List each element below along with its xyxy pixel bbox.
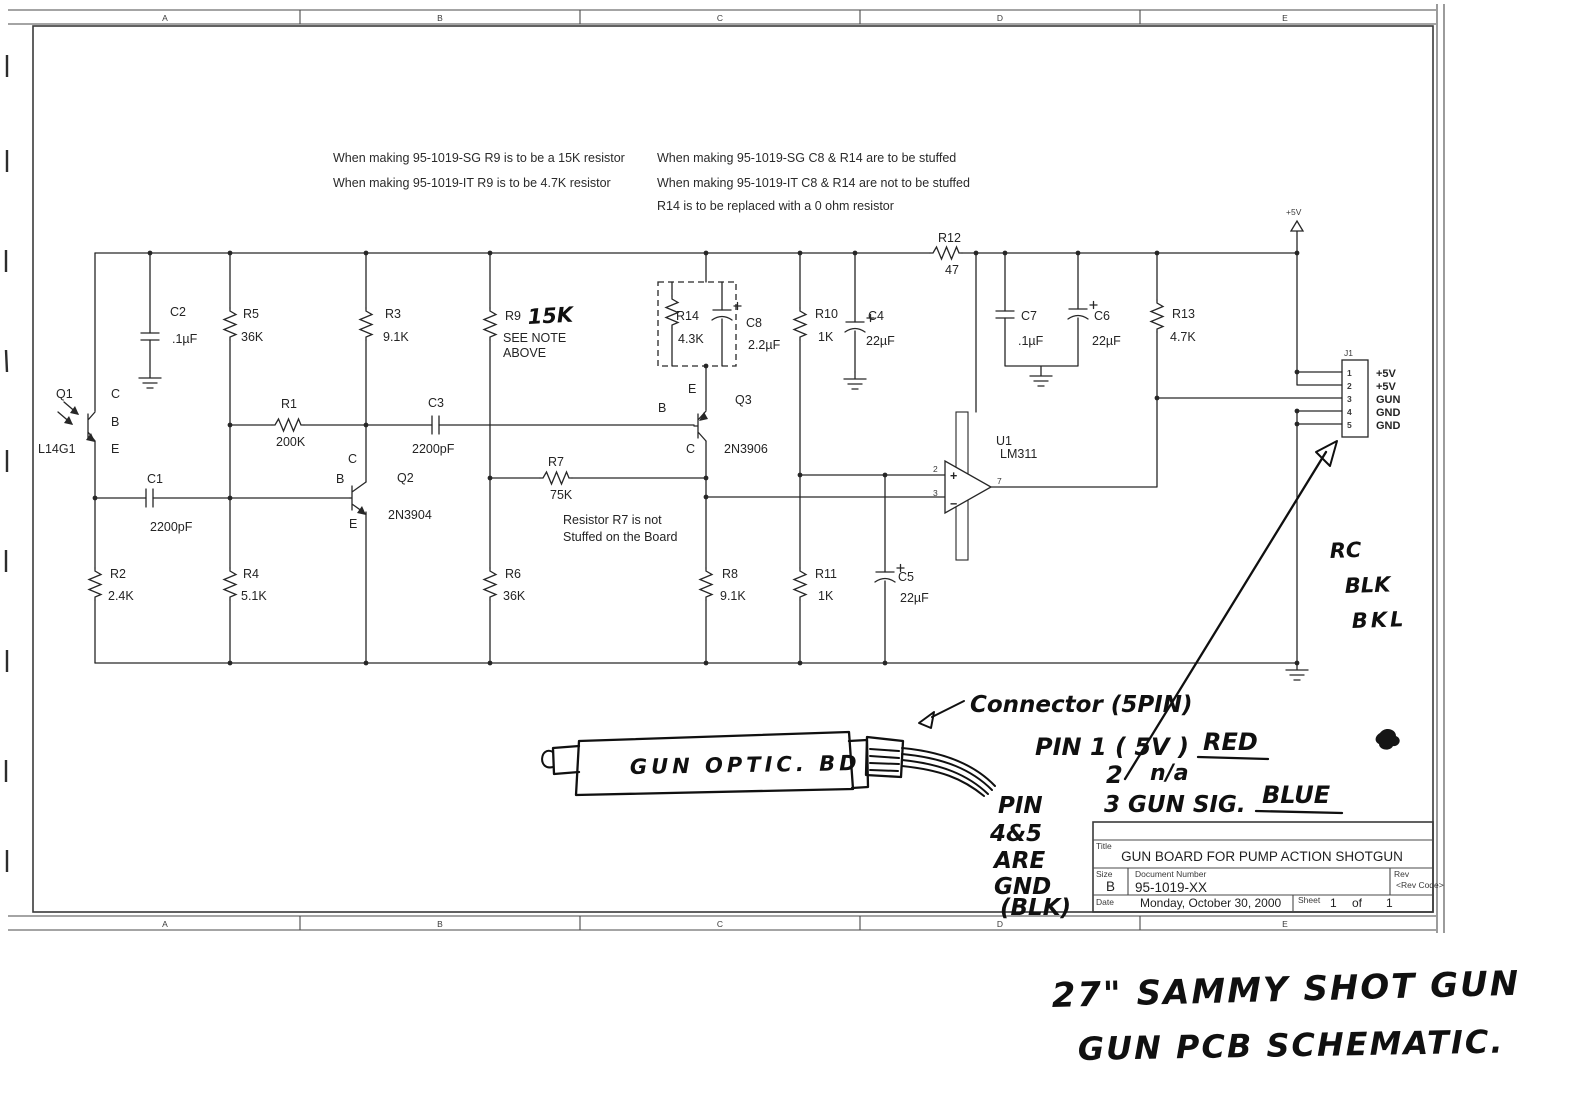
- wire-color-notes: [1329, 538, 1406, 633]
- resistor-zigzag: [89, 568, 101, 600]
- pin2-note: 2: [1106, 761, 1123, 789]
- resistor-R3: [360, 307, 409, 344]
- resistor-zigzag: [484, 568, 496, 600]
- ref-designator: C1: [147, 472, 163, 486]
- ref-designator: R12: [938, 231, 961, 245]
- pin-label-b: B: [336, 472, 345, 486]
- callout-text: Connector (5PIN): [970, 692, 1193, 718]
- value: 75K: [550, 488, 573, 502]
- grid-letter: C: [716, 13, 724, 23]
- resistor-R8: [700, 567, 746, 603]
- ground-icon: [1030, 369, 1052, 386]
- ref-designator: C6: [1094, 309, 1110, 323]
- part-number: 2N3904: [388, 508, 432, 522]
- resistor-zigzag: [360, 308, 372, 340]
- capacitor-C3: [412, 396, 455, 456]
- rev-value: <Rev Code>: [1396, 880, 1444, 890]
- resistor-zigzag: [484, 308, 496, 340]
- grid-letter: B: [437, 919, 443, 929]
- grid-letter: A: [162, 13, 168, 23]
- value: 36K: [503, 589, 526, 603]
- size-value: B: [1106, 879, 1116, 894]
- connector-body: [1342, 360, 1368, 437]
- ref-designator: R10: [815, 307, 838, 321]
- resistor-zigzag: [540, 472, 572, 484]
- ref-designator: R14: [676, 309, 699, 323]
- plus-input-label: +: [950, 469, 958, 483]
- sheet-total: 1: [1386, 896, 1393, 910]
- power-net-label: +5V: [1286, 207, 1302, 217]
- ref-designator: C3: [428, 396, 444, 410]
- see-note: ABOVE: [503, 346, 547, 360]
- wire-color-line: RC: [1329, 537, 1362, 563]
- ref-designator: C7: [1021, 309, 1037, 323]
- ref-designator: R5: [243, 307, 259, 321]
- title-label: Title: [1096, 841, 1112, 851]
- transistor-Q3: [658, 382, 768, 456]
- value: 2200pF: [412, 442, 455, 456]
- ref-designator: R7: [548, 455, 564, 469]
- gnd-note-line: GND: [994, 874, 1052, 900]
- ref-designator: R1: [281, 397, 297, 411]
- pin-number: 7: [997, 476, 1002, 486]
- resistor-R5: [224, 307, 264, 344]
- ref-designator: R13: [1172, 307, 1195, 321]
- note-line: When making 95-1019-SG R9 is to be a 15K resistor: [333, 151, 625, 165]
- handwritten-sheet-title: [1051, 964, 1521, 1068]
- pin2-wire-color: n/a: [1150, 761, 1189, 786]
- value: 2.4K: [108, 589, 134, 603]
- ref-designator: R2: [110, 567, 126, 581]
- stuff-option-box: [658, 282, 736, 366]
- pin-label-b: B: [658, 401, 667, 415]
- resistor-R14-stuff-option: [658, 282, 781, 366]
- minus-input-label: −: [950, 497, 958, 511]
- pin-net-label: GND: [1376, 420, 1401, 432]
- note-line: R14 is to be replaced with a 0 ohm resistor: [657, 199, 894, 213]
- pin-number: 5: [1347, 420, 1352, 430]
- pin-number: 1: [1347, 368, 1352, 378]
- value: 36K: [241, 330, 264, 344]
- connector-J1: [1342, 348, 1401, 437]
- resistor-zigzag: [224, 568, 236, 600]
- ref-designator: R6: [505, 567, 521, 581]
- pin-net-label: GUN: [1376, 394, 1401, 406]
- ground-icon: [1286, 663, 1308, 680]
- pin-label-e: E: [688, 382, 697, 396]
- pin1-wire-color: RED: [1203, 728, 1258, 756]
- capacitor-polar-symbol: [1068, 302, 1097, 320]
- grid-letter: E: [1282, 919, 1288, 929]
- value: 4.3K: [678, 332, 704, 346]
- value: 47: [945, 263, 959, 277]
- value: 1K: [818, 589, 834, 603]
- doc-number-label: Document Number: [1135, 869, 1207, 879]
- grid-letter: D: [996, 13, 1004, 23]
- value: 9.1K: [720, 589, 746, 603]
- wire-bundle-sketch: [902, 748, 995, 796]
- handwritten-value: 15K: [527, 302, 574, 329]
- ref-designator: R4: [243, 567, 259, 581]
- pin-label-e: E: [111, 442, 120, 456]
- board-name-handwriting: GUN OPTIC. BD: [629, 750, 861, 779]
- pin-number: 4: [1347, 407, 1352, 417]
- grid-letter: C: [716, 919, 724, 929]
- ref-designator: C4: [868, 309, 884, 323]
- capacitor-symbol: [996, 311, 1014, 318]
- resistor-zigzag: [930, 247, 962, 259]
- value: 22µF: [900, 591, 929, 605]
- resistor-R11: [794, 567, 837, 603]
- pin-net-label: GND: [1376, 407, 1401, 419]
- grid-letter: A: [162, 919, 168, 929]
- resistor-R6: [484, 567, 526, 603]
- date-label: Date: [1096, 897, 1114, 907]
- size-label: Size: [1096, 869, 1113, 879]
- resistor-zigzag: [794, 308, 806, 340]
- pin-number: 2: [933, 464, 938, 474]
- ref-designator: C2: [170, 305, 186, 319]
- resistor-R4: [224, 567, 267, 603]
- pin-number: 2: [1347, 381, 1352, 391]
- pin3-wire-color: BLUE: [1262, 781, 1331, 809]
- gun-optic-board-sketch: [542, 732, 995, 796]
- resistor-zigzag: [1151, 300, 1163, 332]
- assembly-notes: [333, 151, 970, 213]
- resistor-zigzag: [794, 568, 806, 600]
- power-5v-flag: [1286, 207, 1303, 253]
- gnd-note-line: ARE: [994, 848, 1046, 874]
- ink-blob: [1376, 729, 1400, 750]
- pin-label-b: B: [111, 415, 120, 429]
- grid-letter: D: [996, 919, 1004, 929]
- not-stuffed-note: Resistor R7 is not: [563, 513, 662, 527]
- note-line: When making 95-1019-IT C8 & R14 are not to be stuffed: [657, 176, 970, 190]
- rev-label: Rev: [1394, 869, 1410, 879]
- part-number: 2N3906: [724, 442, 768, 456]
- sheet-number: 1: [1330, 896, 1337, 910]
- pin-label-c: C: [686, 442, 696, 456]
- capacitor-C4: [844, 309, 895, 389]
- ref-designator: C8: [746, 316, 762, 330]
- see-note: SEE NOTE: [503, 331, 567, 345]
- gnd-note-line: PIN: [998, 793, 1043, 819]
- pin-net-label: +5V: [1376, 368, 1396, 380]
- doc-number-value: 95-1019-XX: [1135, 880, 1208, 895]
- pin-net-label: +5V: [1376, 381, 1396, 393]
- grid-strip-bottom: [8, 916, 1436, 930]
- value: .1µF: [172, 332, 198, 346]
- value: 5.1K: [241, 589, 267, 603]
- ref-designator: Q1: [56, 387, 73, 401]
- ref-designator: U1: [996, 434, 1012, 448]
- resistor-zigzag: [224, 308, 236, 340]
- grid-strip-top: [8, 10, 1436, 24]
- value: 1K: [818, 330, 834, 344]
- circuit-wires: [95, 253, 1342, 663]
- wire-color-line: BKL: [1351, 607, 1407, 633]
- resistor-R7: [540, 455, 677, 544]
- capacitor-C7: [996, 309, 1044, 348]
- transistor-Q1-phototransistor: [38, 387, 120, 456]
- drawing-title: GUN BOARD FOR PUMP ACTION SHOTGUN: [1121, 849, 1403, 864]
- resistor-R9: [484, 303, 575, 360]
- capacitor-symbol: [146, 489, 153, 507]
- value: 2.2µF: [748, 338, 781, 352]
- title-block: [1093, 822, 1444, 912]
- pin-number: 3: [933, 488, 938, 498]
- ref-designator: C5: [898, 570, 914, 584]
- sheet-title-line1: 27" SAMMY SHOT GUN: [1051, 963, 1521, 1016]
- capacitor-symbol: [141, 333, 159, 340]
- date-value: Monday, October 30, 2000: [1140, 896, 1282, 910]
- value: .1µF: [1018, 334, 1044, 348]
- small-arrowhead-icon: [919, 712, 934, 728]
- resistor-R2: [89, 567, 134, 603]
- wire-color-line: BLK: [1344, 572, 1391, 598]
- scan-edge-ticks: [6, 55, 7, 872]
- capacitor-C5: [875, 565, 929, 606]
- resistor-R12: [930, 231, 962, 277]
- ground-icon: [844, 372, 866, 389]
- resistor-R1: [272, 397, 306, 449]
- ref-designator: R9: [505, 309, 521, 323]
- not-stuffed-note: Stuffed on the Board: [563, 530, 678, 544]
- part-number: L14G1: [38, 442, 76, 456]
- pin-label-c: C: [111, 387, 121, 401]
- ground-icon: [139, 371, 161, 388]
- value: 22µF: [866, 334, 895, 348]
- grid-letter: B: [437, 13, 443, 23]
- ref-designator: Q3: [735, 393, 752, 407]
- value: 4.7K: [1170, 330, 1196, 344]
- ref-designator: R3: [385, 307, 401, 321]
- pin3-note: 3 GUN SIG.: [1104, 792, 1246, 818]
- pin-number: 3: [1347, 394, 1352, 404]
- resistor-R10: [794, 307, 838, 344]
- resistor-zigzag: [272, 419, 304, 431]
- value: 200K: [276, 435, 306, 449]
- gnd-note-line: 4&5: [990, 821, 1043, 847]
- part-number: LM311: [1000, 447, 1038, 461]
- resistor-zigzag: [700, 568, 712, 600]
- pin-label-c: C: [348, 452, 358, 466]
- note-line: When making 95-1019-IT R9 is to be 4.7K resistor: [333, 176, 611, 190]
- grid-letter: E: [1282, 13, 1288, 23]
- resistor-R13: [1151, 300, 1196, 344]
- capacitor-C6: [1068, 302, 1121, 349]
- pin1-note: PIN 1 ( 5V ): [1035, 733, 1189, 761]
- value: 22µF: [1092, 334, 1121, 348]
- note-line: When making 95-1019-SG C8 & R14 are to be stuffed: [657, 151, 957, 165]
- sheet-label: Sheet: [1298, 895, 1321, 905]
- capacitor-C1: [146, 472, 193, 534]
- value: 9.1K: [383, 330, 409, 344]
- sheet-of: of: [1352, 896, 1363, 910]
- transistor-Q2: [336, 452, 432, 531]
- ref-designator: R8: [722, 567, 738, 581]
- capacitor-symbol: [432, 416, 439, 434]
- ref-designator: R11: [815, 567, 838, 581]
- pin-label-e: E: [349, 517, 358, 531]
- ref-designator: Q2: [397, 471, 414, 485]
- ref-designator: J1: [1344, 348, 1353, 358]
- capacitor-C2: [139, 305, 198, 388]
- value: 2200pF: [150, 520, 193, 534]
- comparator-U1: [933, 412, 1037, 560]
- capacitor-polar-symbol: [712, 303, 741, 321]
- sheet-title-line2: GUN PCB SCHEMATIC.: [1077, 1022, 1505, 1068]
- gnd-note-line: (BLK): [1000, 895, 1072, 921]
